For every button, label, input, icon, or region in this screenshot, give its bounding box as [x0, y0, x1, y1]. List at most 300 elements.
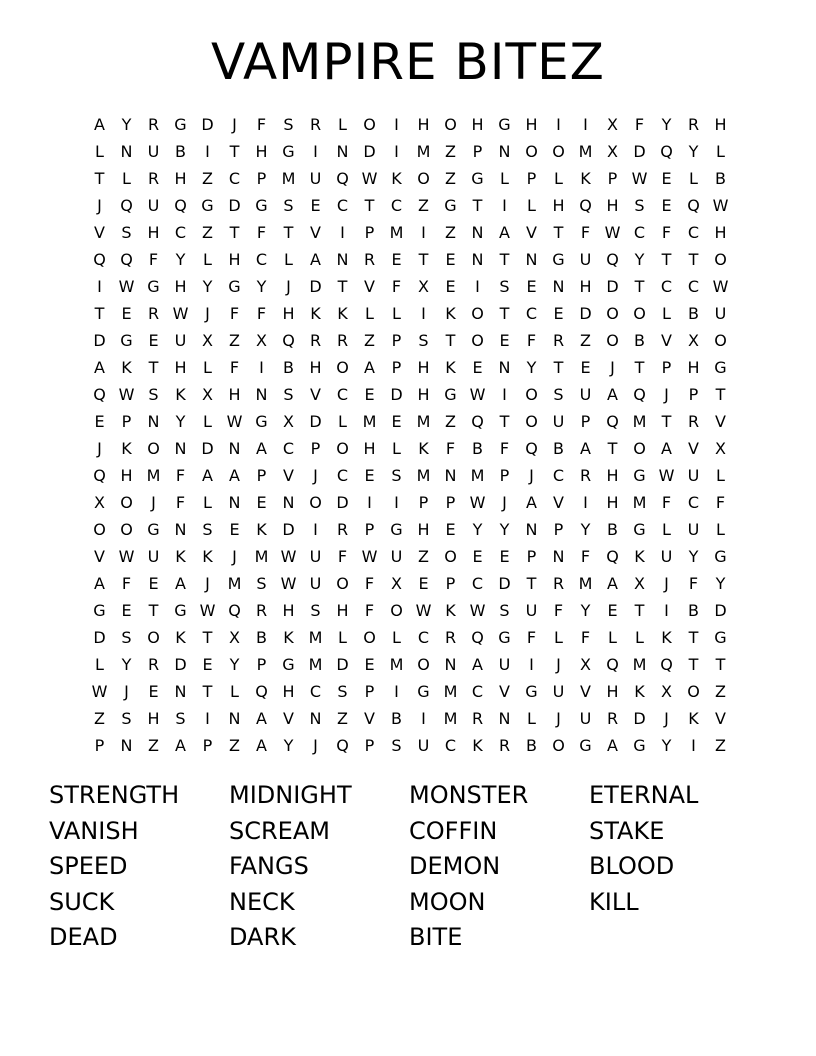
grid-letter[interactable]: O	[633, 304, 646, 323]
grid-letter[interactable]: H	[282, 682, 295, 701]
grid-letter[interactable]: W	[469, 493, 486, 512]
grid-letter[interactable]: H	[471, 115, 484, 134]
grid-letter[interactable]: K	[634, 547, 645, 566]
grid-letter[interactable]: P	[607, 169, 618, 188]
grid-letter[interactable]: A	[661, 439, 672, 458]
grid-letter[interactable]: P	[94, 736, 105, 755]
grid-letter[interactable]: Y	[688, 547, 699, 566]
grid-letter[interactable]: I	[394, 682, 399, 701]
grid-letter[interactable]: L	[392, 628, 401, 647]
grid-letter[interactable]: X	[202, 385, 213, 404]
grid-letter[interactable]: T	[661, 412, 672, 431]
grid-letter[interactable]: O	[444, 115, 457, 134]
grid-letter[interactable]: Y	[229, 655, 240, 674]
grid-letter[interactable]: X	[418, 277, 429, 296]
grid-letter[interactable]: W	[361, 547, 378, 566]
grid-letter[interactable]: Q	[660, 655, 673, 674]
grid-letter[interactable]: N	[336, 250, 349, 269]
grid-letter[interactable]: Z	[418, 547, 429, 566]
grid-letter[interactable]: I	[421, 709, 426, 728]
grid-letter[interactable]: N	[255, 385, 268, 404]
grid-letter[interactable]: D	[201, 115, 214, 134]
grid-letter[interactable]: O	[714, 250, 727, 269]
grid-letter[interactable]: I	[394, 142, 399, 161]
grid-letter[interactable]: N	[120, 736, 133, 755]
grid-letter[interactable]: H	[228, 385, 241, 404]
grid-letter[interactable]: U	[579, 250, 592, 269]
grid-letter[interactable]: I	[340, 223, 345, 242]
grid-letter[interactable]: E	[445, 520, 456, 539]
grid-letter[interactable]: L	[608, 628, 617, 647]
grid-letter[interactable]: H	[282, 304, 295, 323]
grid-letter[interactable]: V	[553, 493, 564, 512]
grid-letter[interactable]: F	[364, 574, 375, 593]
grid-letter[interactable]: V	[94, 223, 105, 242]
grid-letter[interactable]: M	[416, 466, 431, 485]
grid-letter[interactable]: T	[202, 628, 213, 647]
grid-letter[interactable]: I	[529, 655, 534, 674]
grid-letter[interactable]: F	[580, 628, 591, 647]
grid-letter[interactable]: J	[232, 115, 237, 134]
grid-letter[interactable]: G	[201, 196, 214, 215]
grid-letter[interactable]: E	[472, 358, 483, 377]
grid-letter[interactable]: Q	[255, 682, 268, 701]
grid-letter[interactable]: A	[229, 466, 240, 485]
grid-letter[interactable]: L	[338, 115, 347, 134]
grid-letter[interactable]: Q	[606, 655, 619, 674]
grid-letter[interactable]: B	[553, 439, 564, 458]
grid-letter[interactable]: E	[94, 412, 105, 431]
grid-letter[interactable]: P	[526, 547, 537, 566]
grid-letter[interactable]: A	[607, 574, 618, 593]
grid-letter[interactable]: N	[471, 250, 484, 269]
grid-letter[interactable]: Y	[661, 115, 672, 134]
grid-letter[interactable]: P	[364, 520, 375, 539]
grid-letter[interactable]: T	[688, 250, 699, 269]
grid-letter[interactable]: T	[94, 169, 105, 188]
grid-letter[interactable]: F	[391, 277, 402, 296]
grid-letter[interactable]: P	[418, 493, 429, 512]
grid-letter[interactable]: R	[363, 250, 376, 269]
grid-letter[interactable]: H	[606, 682, 619, 701]
grid-letter[interactable]: E	[580, 358, 591, 377]
grid-letter[interactable]: O	[147, 628, 160, 647]
grid-letter[interactable]: N	[471, 223, 484, 242]
grid-letter[interactable]: X	[715, 439, 726, 458]
grid-letter[interactable]: R	[336, 520, 349, 539]
grid-letter[interactable]: K	[121, 439, 132, 458]
grid-letter[interactable]: P	[445, 493, 456, 512]
grid-letter[interactable]: Y	[256, 277, 267, 296]
grid-letter[interactable]: J	[205, 574, 210, 593]
grid-letter[interactable]: N	[444, 655, 457, 674]
grid-letter[interactable]: V	[283, 709, 294, 728]
grid-letter[interactable]: I	[313, 520, 318, 539]
grid-letter[interactable]: X	[580, 655, 591, 674]
grid-letter[interactable]: Q	[93, 385, 106, 404]
grid-letter[interactable]: Q	[282, 331, 295, 350]
grid-letter[interactable]: T	[445, 331, 456, 350]
grid-letter[interactable]: D	[336, 493, 349, 512]
grid-letter[interactable]: T	[661, 250, 672, 269]
grid-letter[interactable]: B	[526, 736, 537, 755]
grid-letter[interactable]: D	[174, 655, 187, 674]
grid-letter[interactable]: V	[499, 682, 510, 701]
grid-letter[interactable]: W	[118, 547, 135, 566]
grid-letter[interactable]: E	[526, 277, 537, 296]
grid-letter[interactable]: U	[147, 547, 160, 566]
grid-letter[interactable]: F	[148, 250, 159, 269]
grid-letter[interactable]: A	[256, 439, 267, 458]
grid-letter[interactable]: F	[580, 223, 591, 242]
grid-letter[interactable]: S	[121, 628, 132, 647]
grid-letter[interactable]: O	[336, 439, 349, 458]
grid-letter[interactable]: M	[632, 493, 647, 512]
grid-letter[interactable]: L	[122, 169, 131, 188]
grid-letter[interactable]: Z	[229, 331, 240, 350]
grid-letter[interactable]: F	[526, 628, 537, 647]
grid-letter[interactable]: I	[583, 115, 588, 134]
grid-letter[interactable]: A	[202, 466, 213, 485]
grid-letter[interactable]: S	[175, 709, 186, 728]
grid-letter[interactable]: Z	[148, 736, 159, 755]
grid-letter[interactable]: Y	[580, 520, 591, 539]
grid-letter[interactable]: T	[607, 439, 618, 458]
grid-letter[interactable]: G	[390, 520, 403, 539]
grid-letter[interactable]: S	[553, 385, 564, 404]
grid-letter[interactable]: E	[445, 277, 456, 296]
grid-letter[interactable]: I	[556, 115, 561, 134]
grid-letter[interactable]: A	[310, 250, 321, 269]
grid-letter[interactable]: C	[687, 493, 700, 512]
grid-letter[interactable]: L	[554, 169, 563, 188]
grid-letter[interactable]: H	[363, 439, 376, 458]
grid-letter[interactable]: K	[580, 169, 591, 188]
grid-letter[interactable]: Y	[121, 655, 132, 674]
grid-letter[interactable]: I	[259, 358, 264, 377]
grid-letter[interactable]: D	[579, 304, 592, 323]
grid-letter[interactable]: D	[633, 709, 646, 728]
grid-letter[interactable]: Z	[94, 709, 105, 728]
grid-letter[interactable]: Y	[580, 601, 591, 620]
grid-letter[interactable]: J	[313, 736, 318, 755]
grid-letter[interactable]: E	[310, 196, 321, 215]
grid-letter[interactable]: E	[148, 574, 159, 593]
grid-letter[interactable]: A	[607, 385, 618, 404]
grid-letter[interactable]: X	[94, 493, 105, 512]
grid-letter[interactable]: L	[365, 304, 374, 323]
grid-letter[interactable]: I	[394, 493, 399, 512]
grid-letter[interactable]: L	[500, 169, 509, 188]
grid-letter[interactable]: T	[364, 196, 375, 215]
grid-letter[interactable]: O	[606, 331, 619, 350]
grid-letter[interactable]: A	[94, 115, 105, 134]
grid-letter[interactable]: D	[363, 142, 376, 161]
grid-letter[interactable]: O	[390, 601, 403, 620]
grid-letter[interactable]: S	[283, 196, 294, 215]
grid-letter[interactable]: A	[175, 736, 186, 755]
grid-letter[interactable]: D	[390, 385, 403, 404]
grid-letter[interactable]: J	[664, 385, 669, 404]
grid-letter[interactable]: S	[256, 574, 267, 593]
grid-letter[interactable]: F	[229, 358, 240, 377]
grid-letter[interactable]: V	[310, 385, 321, 404]
grid-letter[interactable]: W	[226, 412, 243, 431]
grid-letter[interactable]: N	[228, 439, 241, 458]
grid-letter[interactable]: Q	[228, 601, 241, 620]
grid-letter[interactable]: B	[688, 304, 699, 323]
grid-letter[interactable]: G	[633, 520, 646, 539]
grid-letter[interactable]: W	[658, 466, 675, 485]
grid-letter[interactable]: Q	[633, 385, 646, 404]
grid-letter[interactable]: E	[364, 385, 375, 404]
grid-letter[interactable]: J	[313, 466, 318, 485]
grid-letter[interactable]: F	[553, 601, 564, 620]
grid-letter[interactable]: D	[336, 655, 349, 674]
grid-letter[interactable]: P	[256, 655, 267, 674]
grid-letter[interactable]: H	[174, 277, 187, 296]
grid-letter[interactable]: U	[309, 547, 322, 566]
grid-letter[interactable]: G	[633, 736, 646, 755]
grid-letter[interactable]: T	[526, 574, 537, 593]
grid-letter[interactable]: S	[499, 601, 510, 620]
grid-letter[interactable]: H	[147, 223, 160, 242]
grid-letter[interactable]: N	[120, 142, 133, 161]
grid-letter[interactable]: D	[282, 520, 295, 539]
grid-letter[interactable]: P	[526, 169, 537, 188]
grid-letter[interactable]: W	[118, 385, 135, 404]
grid-letter[interactable]: Y	[526, 358, 537, 377]
grid-letter[interactable]: U	[309, 574, 322, 593]
grid-letter[interactable]: H	[417, 520, 430, 539]
grid-letter[interactable]: K	[445, 601, 456, 620]
grid-letter[interactable]: T	[148, 358, 159, 377]
grid-letter[interactable]: O	[417, 655, 430, 674]
grid-letter[interactable]: C	[687, 223, 700, 242]
grid-letter[interactable]: U	[552, 412, 565, 431]
grid-letter[interactable]: R	[471, 709, 484, 728]
grid-letter[interactable]: N	[498, 358, 511, 377]
grid-letter[interactable]: H	[417, 358, 430, 377]
grid-letter[interactable]: M	[389, 655, 404, 674]
grid-letter[interactable]: N	[336, 142, 349, 161]
grid-letter[interactable]: C	[633, 223, 646, 242]
grid-letter[interactable]: H	[714, 115, 727, 134]
grid-letter[interactable]: W	[712, 277, 729, 296]
grid-letter[interactable]: K	[661, 628, 672, 647]
grid-letter[interactable]: A	[526, 493, 537, 512]
grid-letter[interactable]: I	[475, 277, 480, 296]
grid-letter[interactable]: P	[580, 412, 591, 431]
grid-letter[interactable]: R	[336, 331, 349, 350]
grid-letter[interactable]: Z	[445, 142, 456, 161]
grid-letter[interactable]: Q	[336, 169, 349, 188]
grid-letter[interactable]: E	[148, 331, 159, 350]
grid-letter[interactable]: U	[147, 196, 160, 215]
grid-letter[interactable]: R	[552, 574, 565, 593]
grid-letter[interactable]: I	[583, 493, 588, 512]
grid-letter[interactable]: T	[499, 304, 510, 323]
grid-letter[interactable]: L	[203, 412, 212, 431]
grid-letter[interactable]: G	[174, 601, 187, 620]
grid-letter[interactable]: O	[336, 574, 349, 593]
grid-letter[interactable]: J	[97, 196, 102, 215]
grid-letter[interactable]: M	[443, 682, 458, 701]
grid-letter[interactable]: G	[255, 412, 268, 431]
grid-letter[interactable]: Z	[715, 682, 726, 701]
grid-letter[interactable]: G	[255, 196, 268, 215]
grid-letter[interactable]: Q	[579, 196, 592, 215]
grid-letter[interactable]: D	[309, 412, 322, 431]
grid-letter[interactable]: T	[553, 358, 564, 377]
grid-letter[interactable]: K	[202, 547, 213, 566]
grid-letter[interactable]: G	[498, 628, 511, 647]
grid-letter[interactable]: G	[498, 115, 511, 134]
grid-letter[interactable]: E	[229, 520, 240, 539]
grid-letter[interactable]: Y	[634, 250, 645, 269]
grid-letter[interactable]: G	[444, 196, 457, 215]
grid-letter[interactable]: T	[715, 385, 726, 404]
grid-letter[interactable]: Y	[283, 736, 294, 755]
grid-letter[interactable]: Y	[175, 250, 186, 269]
grid-letter[interactable]: O	[93, 520, 106, 539]
grid-letter[interactable]: Z	[229, 736, 240, 755]
grid-letter[interactable]: I	[367, 493, 372, 512]
grid-letter[interactable]: G	[714, 358, 727, 377]
grid-letter[interactable]: R	[606, 709, 619, 728]
grid-letter[interactable]: I	[421, 304, 426, 323]
grid-letter[interactable]: Z	[418, 196, 429, 215]
grid-letter[interactable]: P	[364, 223, 375, 242]
grid-letter[interactable]: N	[174, 682, 187, 701]
grid-letter[interactable]: L	[338, 412, 347, 431]
grid-letter[interactable]: O	[120, 520, 133, 539]
grid-letter[interactable]: Q	[93, 250, 106, 269]
grid-letter[interactable]: J	[97, 439, 102, 458]
grid-letter[interactable]: T	[499, 412, 510, 431]
grid-letter[interactable]: O	[336, 358, 349, 377]
grid-letter[interactable]: O	[606, 304, 619, 323]
grid-letter[interactable]: W	[631, 169, 648, 188]
grid-letter[interactable]: T	[229, 142, 240, 161]
grid-letter[interactable]: H	[120, 466, 133, 485]
grid-letter[interactable]: D	[228, 196, 241, 215]
grid-letter[interactable]: S	[634, 196, 645, 215]
grid-letter[interactable]: F	[580, 547, 591, 566]
grid-letter[interactable]: X	[607, 115, 618, 134]
grid-letter[interactable]: N	[498, 709, 511, 728]
grid-letter[interactable]: O	[444, 547, 457, 566]
grid-letter[interactable]: U	[687, 466, 700, 485]
grid-letter[interactable]: W	[361, 169, 378, 188]
grid-letter[interactable]: O	[525, 412, 538, 431]
grid-letter[interactable]: D	[93, 331, 106, 350]
grid-letter[interactable]: I	[502, 385, 507, 404]
grid-letter[interactable]: N	[552, 277, 565, 296]
grid-letter[interactable]: W	[199, 601, 216, 620]
grid-letter[interactable]: K	[445, 358, 456, 377]
grid-letter[interactable]: L	[95, 142, 104, 161]
grid-letter[interactable]: G	[282, 655, 295, 674]
grid-letter[interactable]: N	[444, 466, 457, 485]
grid-letter[interactable]: Q	[336, 736, 349, 755]
grid-letter[interactable]: R	[309, 331, 322, 350]
grid-letter[interactable]: C	[417, 628, 430, 647]
grid-letter[interactable]: K	[445, 304, 456, 323]
grid-letter[interactable]: W	[604, 223, 621, 242]
grid-letter[interactable]: F	[256, 115, 267, 134]
grid-letter[interactable]: J	[556, 709, 561, 728]
grid-letter[interactable]: S	[499, 277, 510, 296]
grid-letter[interactable]: S	[121, 223, 132, 242]
grid-letter[interactable]: K	[175, 547, 186, 566]
grid-letter[interactable]: R	[687, 115, 700, 134]
grid-letter[interactable]: D	[714, 601, 727, 620]
grid-letter[interactable]: K	[418, 439, 429, 458]
grid-letter[interactable]: H	[714, 223, 727, 242]
grid-letter[interactable]: G	[417, 682, 430, 701]
grid-letter[interactable]: M	[389, 223, 404, 242]
grid-letter[interactable]: V	[580, 682, 591, 701]
grid-letter[interactable]: B	[688, 601, 699, 620]
grid-letter[interactable]: E	[607, 601, 618, 620]
grid-letter[interactable]: M	[416, 412, 431, 431]
grid-letter[interactable]: N	[174, 439, 187, 458]
grid-letter[interactable]: A	[94, 358, 105, 377]
grid-letter[interactable]: I	[502, 196, 507, 215]
grid-letter[interactable]: O	[687, 682, 700, 701]
grid-letter[interactable]: W	[118, 277, 135, 296]
grid-letter[interactable]: C	[228, 169, 241, 188]
grid-letter[interactable]: E	[499, 331, 510, 350]
grid-letter[interactable]: H	[606, 493, 619, 512]
grid-letter[interactable]: M	[416, 142, 431, 161]
grid-letter[interactable]: C	[660, 277, 673, 296]
grid-letter[interactable]: C	[309, 682, 322, 701]
grid-letter[interactable]: W	[469, 601, 486, 620]
grid-letter[interactable]: N	[174, 520, 187, 539]
grid-letter[interactable]: T	[499, 250, 510, 269]
grid-letter[interactable]: O	[471, 331, 484, 350]
grid-letter[interactable]: P	[364, 736, 375, 755]
grid-letter[interactable]: N	[228, 493, 241, 512]
grid-letter[interactable]: H	[309, 358, 322, 377]
grid-letter[interactable]: L	[554, 628, 563, 647]
grid-letter[interactable]: T	[634, 277, 645, 296]
grid-letter[interactable]: M	[578, 574, 593, 593]
grid-letter[interactable]: T	[634, 601, 645, 620]
grid-letter[interactable]: C	[390, 196, 403, 215]
grid-letter[interactable]: J	[151, 493, 156, 512]
grid-letter[interactable]: G	[444, 385, 457, 404]
grid-letter[interactable]: X	[688, 331, 699, 350]
grid-letter[interactable]: U	[714, 304, 727, 323]
grid-letter[interactable]: F	[256, 304, 267, 323]
grid-letter[interactable]: Z	[337, 709, 348, 728]
grid-letter[interactable]: H	[417, 115, 430, 134]
grid-letter[interactable]: H	[228, 250, 241, 269]
grid-letter[interactable]: L	[338, 628, 347, 647]
grid-letter[interactable]: J	[610, 358, 615, 377]
grid-letter[interactable]: V	[661, 331, 672, 350]
grid-letter[interactable]: I	[691, 736, 696, 755]
grid-letter[interactable]: J	[124, 682, 129, 701]
grid-letter[interactable]: K	[310, 304, 321, 323]
grid-letter[interactable]: W	[91, 682, 108, 701]
grid-letter[interactable]: Z	[202, 223, 213, 242]
grid-letter[interactable]: A	[94, 574, 105, 593]
grid-letter[interactable]: B	[256, 628, 267, 647]
